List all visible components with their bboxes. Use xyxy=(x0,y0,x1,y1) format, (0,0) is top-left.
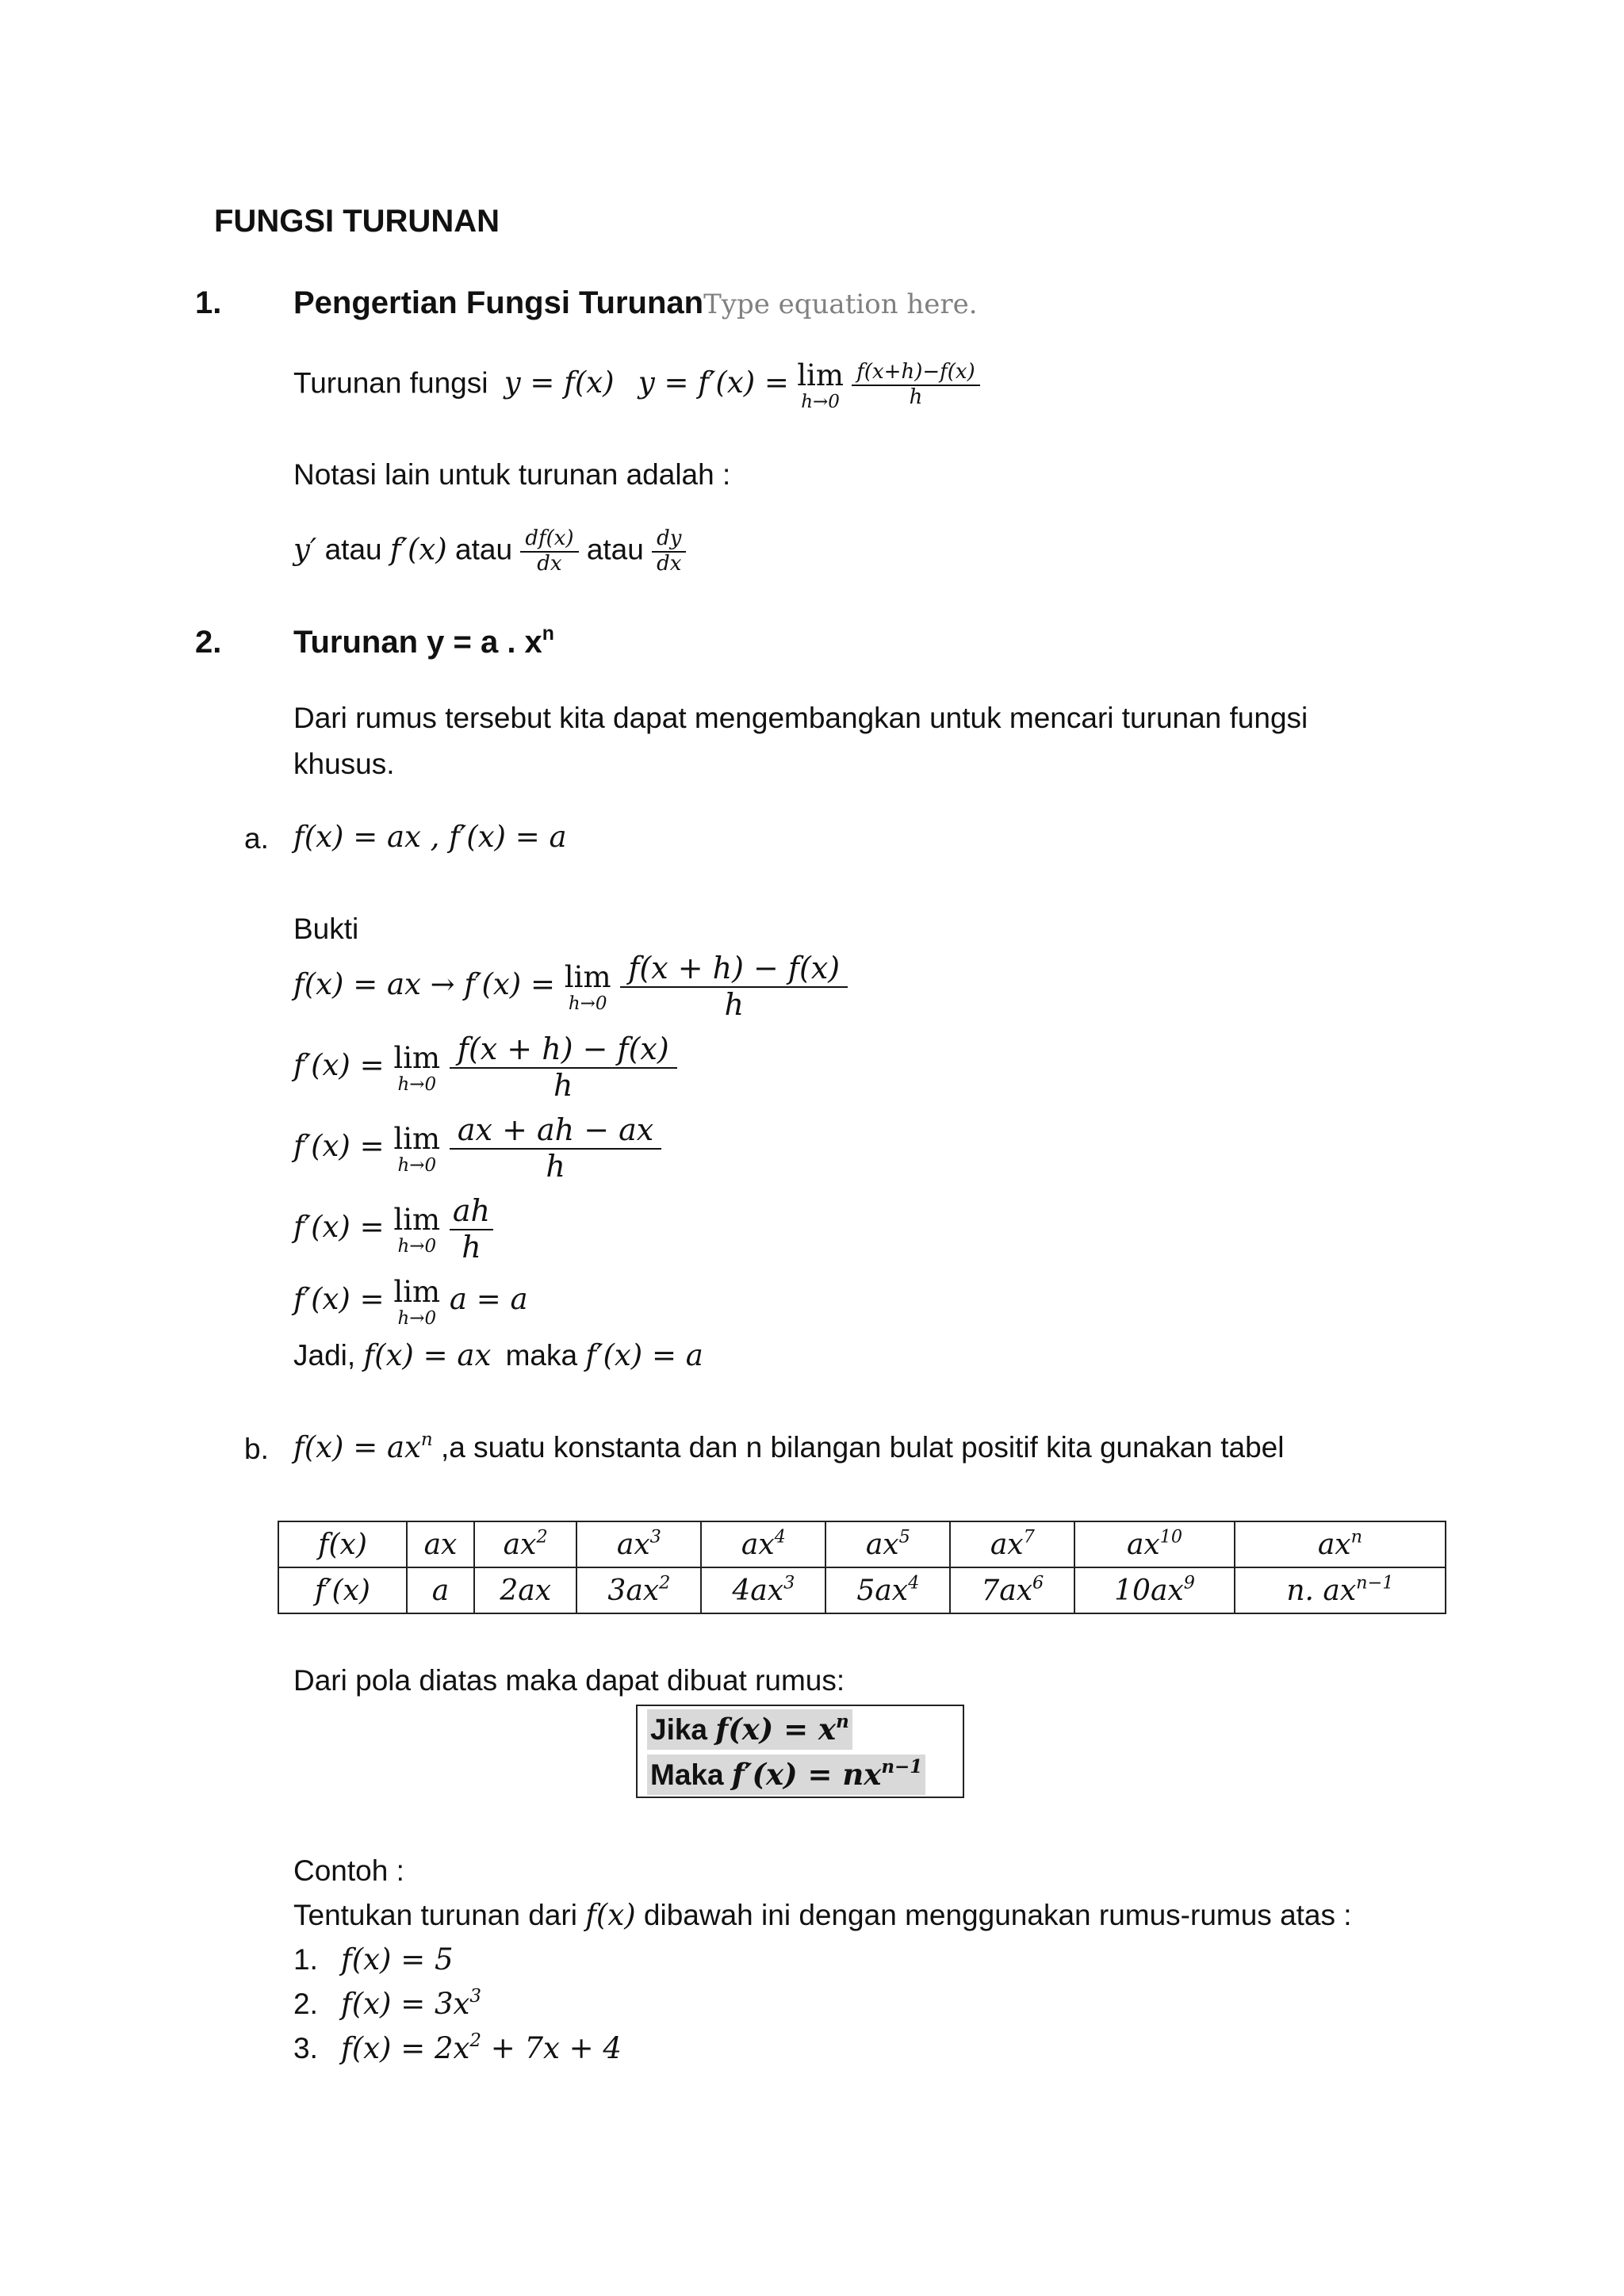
definition-limit xyxy=(797,358,844,411)
table-cell xyxy=(407,1567,474,1613)
derivative-table xyxy=(278,1521,1446,1614)
cell-sup: 2 xyxy=(659,1572,671,1593)
proof-line-1-limit xyxy=(565,960,611,1013)
table-row-derivative xyxy=(278,1567,1446,1613)
dydx-numerator: dy xyxy=(652,527,686,553)
proof-line-1-fraction xyxy=(620,951,848,1022)
limit-subscript: h→0 xyxy=(397,1236,437,1257)
list-item-sup: 3 xyxy=(469,1986,481,2007)
table-cell xyxy=(950,1521,1074,1567)
cell-base: a xyxy=(431,1574,450,1607)
proof-line-1-numerator: f(x + h) − f(x) xyxy=(620,951,848,988)
item-b-formula-sup: n xyxy=(420,1429,433,1451)
power-rule-if xyxy=(647,1709,852,1750)
table-row-function xyxy=(278,1521,1446,1567)
item-b-label: b. xyxy=(244,1433,269,1465)
limit-subscript: h→0 xyxy=(397,1155,437,1177)
notation-atau-1: atau xyxy=(324,533,382,566)
proof-line-4-numerator: ah xyxy=(450,1194,493,1230)
rule-then-word: Maka xyxy=(650,1758,724,1791)
cell-base: 10ax xyxy=(1114,1574,1184,1607)
equation-placeholder[interactable]: Type equation here. xyxy=(703,289,978,320)
example-label: Contoh : xyxy=(293,1854,404,1887)
cell-base: 3ax xyxy=(607,1574,660,1607)
list-item-sup: 2 xyxy=(469,2030,481,2052)
page-title: FUNGSI TURUNAN xyxy=(214,204,500,239)
proof-line-3-limit xyxy=(393,1122,440,1175)
proof-line-4-fraction xyxy=(450,1194,493,1265)
item-a-formula: f(x) = ax , f′(x) = a xyxy=(293,820,567,854)
cell-base: ax xyxy=(865,1528,899,1561)
derivative-definition xyxy=(293,358,980,411)
table-cell xyxy=(825,1521,950,1567)
limit-subscript: h→0 xyxy=(397,1074,437,1096)
cell-base: f(x) xyxy=(318,1528,367,1561)
table-cell xyxy=(701,1567,825,1613)
list-item-number: 2. xyxy=(293,1988,318,2020)
proof-label: Bukti xyxy=(293,913,359,945)
table-cell xyxy=(576,1521,701,1567)
pattern-intro: Dari pola diatas maka dapat dibuat rumus: xyxy=(293,1664,845,1697)
limit-subscript: h→0 xyxy=(801,392,840,413)
section-2-intro-line-1: Dari rumus tersebut kita dapat mengembangkan untuk mencari turunan fungsi xyxy=(293,702,1308,734)
example-instruction xyxy=(293,1898,1352,1933)
section-1-heading-text: Pengertian Fungsi Turunan xyxy=(293,285,704,320)
table-cell xyxy=(1235,1567,1446,1613)
proof-line-2-numerator: f(x + h) − f(x) xyxy=(450,1032,677,1069)
table-cell xyxy=(1235,1521,1446,1567)
section-2-number: 2. xyxy=(195,625,222,660)
list-item-tail: + 7x + 4 xyxy=(481,2031,622,2065)
dfdx-numerator: df(x) xyxy=(520,527,578,553)
proof-line-3-lhs: f′(x) = xyxy=(293,1129,385,1164)
table-cell xyxy=(701,1521,825,1567)
cell-base: ax xyxy=(503,1528,537,1561)
conclusion-derivative: f′(x) = a xyxy=(585,1338,703,1372)
conclusion-jadi: Jadi, xyxy=(293,1339,356,1372)
list-item-number: 3. xyxy=(293,2032,318,2064)
section-1-number: 1. xyxy=(195,285,222,320)
cell-sup: 3 xyxy=(783,1572,795,1593)
cell-sup: n xyxy=(1350,1526,1362,1547)
proof-line-5-limit xyxy=(393,1275,440,1328)
item-b-formula: f(x) = ax xyxy=(293,1430,421,1464)
dydx-denominator: dx xyxy=(657,551,682,576)
item-b-line xyxy=(293,1430,1284,1465)
proof-line-5-lhs: f′(x) = xyxy=(293,1282,385,1317)
table-cell xyxy=(278,1567,407,1613)
rule-if-sup: n xyxy=(836,1711,849,1733)
table-cell xyxy=(1074,1567,1234,1613)
list-item-math: f(x) = 2x xyxy=(341,2031,470,2065)
limit-word: lim xyxy=(393,1275,441,1309)
section-2-heading-sup: n xyxy=(542,622,554,645)
table-cell xyxy=(278,1521,407,1567)
notation-atau-2: atau xyxy=(455,533,513,566)
item-a-label: a. xyxy=(244,822,269,855)
limit-word: lim xyxy=(564,960,611,995)
cell-base: ax xyxy=(990,1528,1024,1561)
notation-f-prime: f′(x) xyxy=(389,532,447,567)
cell-sup: 7 xyxy=(1023,1526,1035,1547)
proof-line-5 xyxy=(293,1275,528,1328)
notation-y-prime: y′ xyxy=(293,532,317,567)
dfdx-denominator: dx xyxy=(537,551,562,576)
proof-line-3-denominator: h xyxy=(546,1148,565,1184)
cell-base: ax xyxy=(1126,1528,1160,1561)
proof-line-1 xyxy=(293,951,848,1022)
cell-base: ax xyxy=(616,1528,650,1561)
limit-subscript: h→0 xyxy=(397,1308,437,1330)
cell-sup: n−1 xyxy=(1356,1572,1394,1593)
notation-dydx xyxy=(652,527,686,576)
proof-line-4-lhs: f′(x) = xyxy=(293,1210,385,1245)
cell-base: ax xyxy=(741,1528,775,1561)
definition-function: y = f(x) xyxy=(504,365,615,400)
definition-fraction xyxy=(852,361,979,410)
cell-base: f′(x) xyxy=(315,1574,370,1607)
cell-sup: 2 xyxy=(536,1526,548,1547)
instruction-part-2: dibawah ini dengan menggunakan rumus-rumus atas : xyxy=(643,1899,1352,1931)
proof-line-4-denominator: h xyxy=(462,1229,481,1265)
table-cell xyxy=(474,1521,576,1567)
limit-word: lim xyxy=(393,1041,441,1076)
rule-if-math: f(x) = x xyxy=(715,1712,837,1747)
limit-subscript: h→0 xyxy=(568,993,607,1015)
item-b-text: ,a suatu konstanta dan n bilangan bulat positif kita gunakan tabel xyxy=(432,1431,1285,1464)
cell-base: ax xyxy=(1317,1528,1351,1561)
list-item-number: 1. xyxy=(293,1943,318,1976)
conclusion-maka: maka xyxy=(505,1339,578,1372)
proof-line-5-rhs: a = a xyxy=(449,1282,528,1317)
list-item-math: f(x) = 5 xyxy=(341,1942,454,1976)
cell-sup: 5 xyxy=(898,1526,910,1547)
cell-sup: 6 xyxy=(1032,1572,1044,1593)
cell-base: n. ax xyxy=(1286,1574,1357,1607)
cell-base: 4ax xyxy=(732,1574,784,1607)
cell-sup: 4 xyxy=(908,1572,920,1593)
instruction-part-1: Tentukan turunan dari xyxy=(293,1899,577,1931)
section-1-heading xyxy=(293,284,978,322)
proof-line-2-fraction xyxy=(450,1032,677,1103)
proof-line-3-fraction xyxy=(450,1113,661,1184)
limit-word: lim xyxy=(393,1122,441,1157)
cell-sup: 9 xyxy=(1183,1572,1195,1593)
definition-lhs: y = f′(x) = xyxy=(638,365,789,400)
power-rule-box xyxy=(636,1705,964,1798)
notation-intro: Notasi lain untuk turunan adalah : xyxy=(293,458,731,491)
proof-line-3 xyxy=(293,1113,661,1184)
list-item xyxy=(293,1987,481,2022)
list-item xyxy=(293,1942,454,1977)
limit-word: lim xyxy=(393,1203,441,1238)
table-cell xyxy=(407,1521,474,1567)
cell-sup: 3 xyxy=(649,1526,661,1547)
limit-word: lim xyxy=(797,358,844,392)
table-cell xyxy=(1074,1521,1234,1567)
proof-line-1-lhs: f(x) = ax → f′(x) = xyxy=(293,967,556,1002)
rule-then-math: f′(x) = nx xyxy=(731,1757,882,1792)
proof-line-3-numerator: ax + ah − ax xyxy=(450,1113,661,1150)
conclusion-function: f(x) = ax xyxy=(363,1338,492,1372)
cell-sup: 10 xyxy=(1159,1526,1183,1547)
cell-base: ax xyxy=(423,1528,458,1561)
proof-line-4-limit xyxy=(393,1203,440,1256)
cell-base: 7ax xyxy=(981,1574,1033,1607)
notation-atau-3: atau xyxy=(586,533,644,566)
proof-line-4 xyxy=(293,1194,493,1265)
rule-then-sup: n−1 xyxy=(881,1756,923,1778)
cell-base: 5ax xyxy=(856,1574,909,1607)
instruction-function: f(x) xyxy=(585,1898,636,1932)
table-cell xyxy=(950,1567,1074,1613)
proof-line-2 xyxy=(293,1032,677,1103)
definition-intro: Turunan fungsi xyxy=(293,366,488,400)
rule-if-word: Jika xyxy=(650,1713,708,1746)
section-2-intro-line-2: khusus. xyxy=(293,748,395,780)
cell-base: 2ax xyxy=(500,1574,551,1607)
notation-dfdx xyxy=(520,527,578,576)
proof-line-2-denominator: h xyxy=(553,1067,573,1103)
power-rule-then xyxy=(647,1755,925,1795)
proof-line-2-limit xyxy=(393,1041,440,1094)
definition-denominator: h xyxy=(909,385,923,409)
proof-line-2-lhs: f′(x) = xyxy=(293,1048,385,1083)
proof-line-1-denominator: h xyxy=(724,986,744,1022)
list-item xyxy=(293,2031,622,2066)
list-item-math: f(x) = 3x xyxy=(341,1987,470,2021)
table-cell xyxy=(825,1567,950,1613)
notation-list xyxy=(293,527,686,576)
section-2-heading-text: Turunan y = a . x xyxy=(293,625,542,660)
cell-sup: 4 xyxy=(774,1526,786,1547)
conclusion-line xyxy=(293,1338,703,1373)
table-cell xyxy=(474,1567,576,1613)
table-cell xyxy=(576,1567,701,1613)
definition-numerator: f(x+h)−f(x) xyxy=(852,361,979,386)
section-2-heading xyxy=(293,623,554,661)
